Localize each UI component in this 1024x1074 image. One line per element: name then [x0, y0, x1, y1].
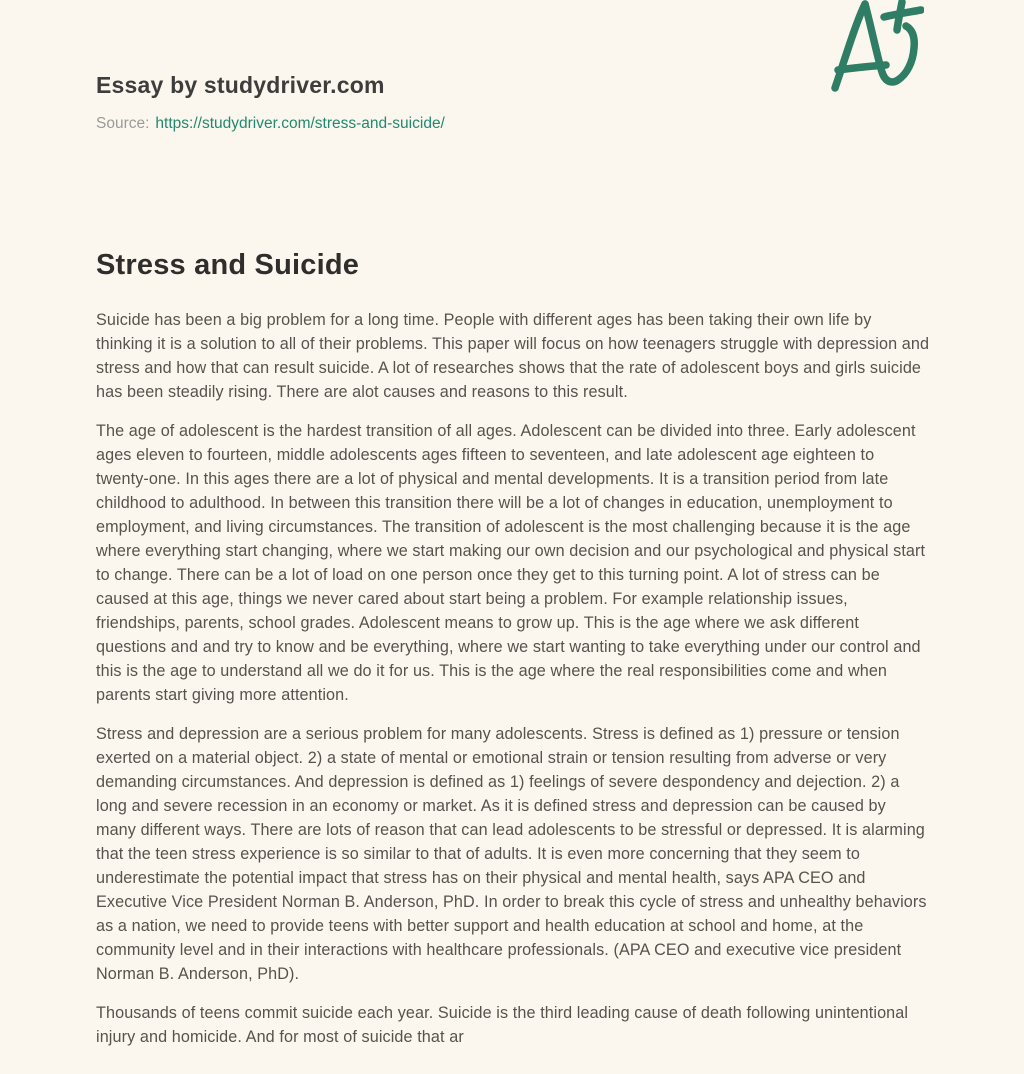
essay-main — [96, 249, 930, 1049]
source-link[interactable]: https://studydriver.com/stress-and-suicide/ — [155, 115, 445, 132]
essay-paragraph-1: Suicide has been a big problem for a long time. People with different ages has been taking their own life by thinking it is a solution to all of their problems. This paper will focus on how teenagers struggle with depression and stress and how that can result suicide. A lot of researches shows that the rate of adolescent boys and girls suicide has been steadily rising. There are alot causes and reasons to this result. — [96, 311, 930, 401]
essay-paragraph-3: Stress and depression are a serious problem for many adolescents. Stress is defined as 1) pressure or tension exerted on a material object. 2) a state of mental or emotional strain or tension resulting from adverse or very demanding circumstances. And depression is defined as 1) feelings of severe despondency and dejection. 2) a long and severe recession in an economy or market. As it is defined stress and depression can be caused by many different ways. There are lots of reason that can lead adolescents to be stressful or depressed. It is alarming that the teen stress experience is so similar to that of adults. It is even more concerning that they seem to underestimate the potential impact that stress has on their physical and mental health, says APA CEO and Executive Vice President Norman B. Anderson, PhD. In order to break this cycle of stress and unhealthy behaviors as a nation, we need to provide teens with better support and health education at school and home, at the community level and in their interactions with healthcare professionals. (APA CEO and executive vice president Norman B. Anderson, PhD). — [96, 725, 927, 983]
essay-paragraph-4: Thousands of teens commit suicide each year. Suicide is the third leading cause of death following unintentional injury and homicide. And for most of suicide that ar — [96, 1004, 909, 1046]
essay-paragraph-2: The age of adolescent is the hardest transition of all ages. Adolescent can be divided into three. Early adolescent ages eleven to fourteen, middle adolescents ages fifteen to seventeen, and late adolescent age eighteen to twenty-one. In this ages there are a lot of physical and mental developments. It is a transition period from late childhood to adulthood. In between this transition there will be a lot of changes in education, unemployment to employment, and living circumstances. The transition of adolescent is the most challenging because it is the age where everything start changing, where we start making our own decision and our psychological and physical start to change. There can be a lot of load on one person once they get to this turning point. A lot of stress can be caused at this age, things we never cared about start being a problem. For example relationship issues, friendships, parents, school grades. Adolescent means to grow up. This is the age where we ask different questions and and try to know and be everything, where we start wanting to take everything under our control and this is the age to understand all we do it for us. This is the age where the real responsibilities come and when parents start giving more attention. — [96, 422, 926, 704]
site-title: Essay by studydriver.com — [96, 72, 385, 98]
document-header — [96, 0, 930, 133]
source-label: Source: — [96, 115, 150, 132]
header-text-block — [96, 72, 930, 133]
essay-title: Stress and Suicide — [96, 249, 360, 281]
essay-body — [96, 308, 930, 1049]
source-line — [96, 115, 930, 133]
studydriver-a-plus-logo-icon — [828, 0, 924, 92]
